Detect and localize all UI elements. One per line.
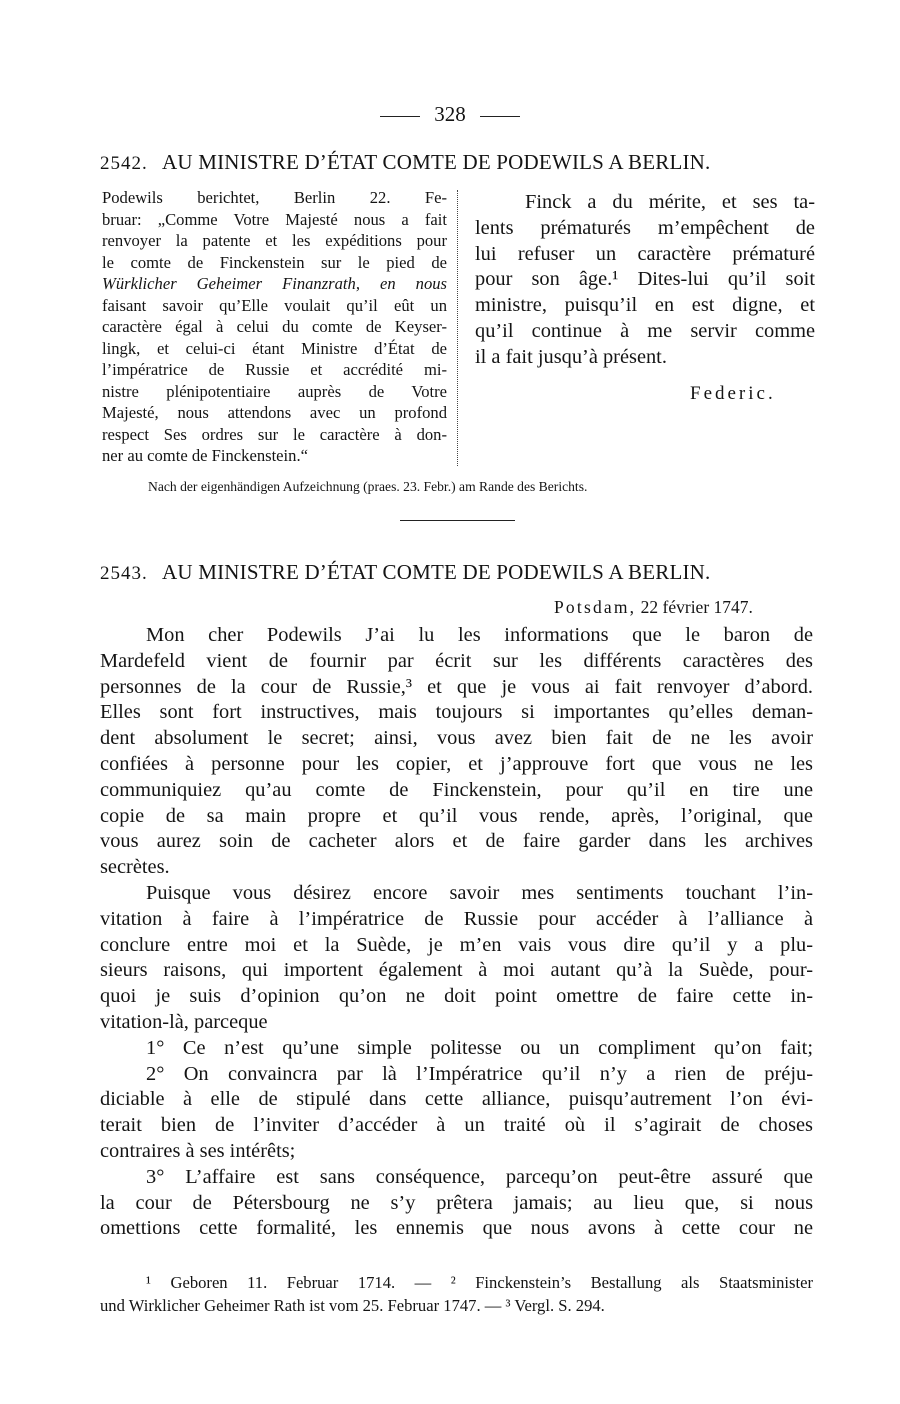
footnotes [100, 1272, 813, 1317]
report-line: ner au comte de Finckenstein.“ [102, 446, 308, 465]
letter-line: 1° Ce n’est qu’une simple politesse ou un compliment qu’on fait; [146, 1036, 813, 1059]
dateline [554, 597, 753, 618]
source-note: Nach der eigenhändigen Aufzeichnung (praes. 23. Febr.) am Rande des Berichts. [148, 479, 588, 494]
entry-title: AU MINISTRE D’ÉTAT COMTE DE PODEWILS A BERLIN. [162, 560, 711, 584]
report-line: bruar: „Comme Votre Majesté nous a fait [102, 209, 447, 229]
report-line: lingk, et celui-ci étant Ministre d’État de [102, 338, 447, 358]
reply-line: qu’il continue à me servir comme [475, 319, 815, 342]
section-separator [400, 520, 515, 521]
letter-line: copie de sa main propre et qu’il vous rende, après, l’original, que [100, 804, 813, 827]
dateline-date: 22 février 1747. [640, 597, 753, 617]
letter-line: vous aurez soin de cacheter alors et de faire garder dans les archives [100, 830, 813, 853]
report-column [102, 187, 447, 467]
letter-line: Puisque vous désirez encore savoir mes sentiments touchant l’in- [146, 881, 813, 904]
page-number: 328 [434, 102, 466, 126]
report-line: respect Ses ordres sur le caractère à don- [102, 424, 447, 444]
letter-body [100, 623, 813, 1242]
letter-line: sieurs raisons, qui importent également à moi autant qu’à la Suède, pour- [100, 959, 813, 982]
column-divider [457, 190, 458, 466]
letter-line: communiquiez qu’au comte de Finckenstein, pour qu’il en tire une [100, 778, 813, 801]
reply-line: lui refuser un caractère prématuré [475, 242, 815, 265]
header-rule-right [480, 116, 520, 117]
reply-line: lents prématurés m’empêchent de [475, 216, 815, 239]
report-line: nistre plénipotentiaire auprès de Votre [102, 381, 447, 401]
letter-line: Mardefeld vient de fournir par écrit sur les différents caractères des [100, 649, 813, 672]
signature: Federic. [690, 383, 776, 404]
letter-line: terait bien de l’inviter d’accéder à un traité où il s’agirait de choses [100, 1114, 813, 1137]
footnote-line: ¹ Geboren 11. Februar 1714. — ² Finckenstein’s Bestallung als Staatsminister [146, 1273, 813, 1292]
letter-line: vitation-là, parceque [100, 1010, 268, 1033]
dateline-place: Potsdam, [554, 597, 637, 617]
reply-line: ministre, puisqu’il en est digne, et [475, 294, 815, 317]
letter-line: diciable à elle de stipulé dans cette alliance, puisqu’autrement l’on évi- [100, 1088, 813, 1111]
letter-line: 2° On convaincra par là l’Impératrice qu’il n’y a rien de préju- [146, 1062, 813, 1085]
letter-line: confiées à personne pour les copier, et j’approuve fort que vous ne les [100, 752, 813, 775]
page-header [0, 102, 900, 127]
reply-column [475, 190, 815, 371]
report-line: renvoyer la patente et les expéditions pour [102, 231, 447, 250]
report-line: l’impératrice de Russie et accrédité mi- [102, 360, 447, 379]
letter-line: Elles sont fort instructives, mais toujours si importantes qu’elles deman- [100, 701, 813, 724]
report-line: caractère égal à celui du comte de Keyser- [102, 317, 447, 336]
entry-2542-heading [100, 150, 815, 175]
letter-line: 3° L’affaire est sans conséquence, parcequ’on peut-être assuré que [146, 1165, 813, 1188]
reply-line: Finck a du mérite, et ses ta- [525, 191, 815, 213]
report-line: Podewils berichtet, Berlin 22. Fe- [102, 188, 447, 207]
letter-line: omettions cette formalité, les ennemis que nous avons à cette cour ne [100, 1217, 813, 1240]
entry-number: 2543. [100, 563, 148, 584]
report-line: Würklicher Geheimer Finanzrath, en nous [102, 274, 447, 293]
entry-number: 2542. [100, 153, 148, 174]
letter-line: secrètes. [100, 856, 170, 879]
letter-line: vitation à faire à l’impératrice de Russie pour accéder à l’alliance à [100, 907, 813, 930]
report-line: Majesté, nous attendons avec un profond [102, 403, 447, 422]
letter-line: contraires à ses intérêts; [100, 1139, 296, 1162]
report-line: le comte de Finckenstein sur le pied de [102, 252, 447, 272]
report-line: faisant savoir qu’Elle voulait qu’il eût un [102, 295, 447, 315]
letter-line: dent absolument le secret; ainsi, vous avez bien fait de ne les avoir [100, 727, 813, 750]
reply-line: pour son âge.¹ Dites-lui qu’il soit [475, 268, 815, 291]
entry-title: AU MINISTRE D’ÉTAT COMTE DE PODEWILS A BERLIN. [162, 150, 711, 174]
footnote-line: und Wirklicher Geheimer Rath ist vom 25. Februar 1747. — ³ Vergl. S. 294. [100, 1295, 605, 1315]
letter-line: conclure entre moi et la Suède, je m’en vais vous dire qu’il y a plu- [100, 933, 813, 956]
entry-2543-heading [100, 560, 815, 585]
header-rule-left [380, 116, 420, 117]
letter-line: personnes de la cour de Russie,³ et que je vous ai fait renvoyer d’abord. [100, 675, 813, 698]
reply-line: il a fait jusqu’à présent. [475, 345, 667, 368]
letter-line: Mon cher Podewils J’ai lu les informations que le baron de [146, 624, 813, 646]
letter-line: quoi je suis d’opinion qu’on ne doit point omettre de faire cette in- [100, 985, 813, 1008]
letter-line: la cour de Pétersbourg ne s’y prêtera jamais; au lieu que, si nous [100, 1191, 813, 1214]
